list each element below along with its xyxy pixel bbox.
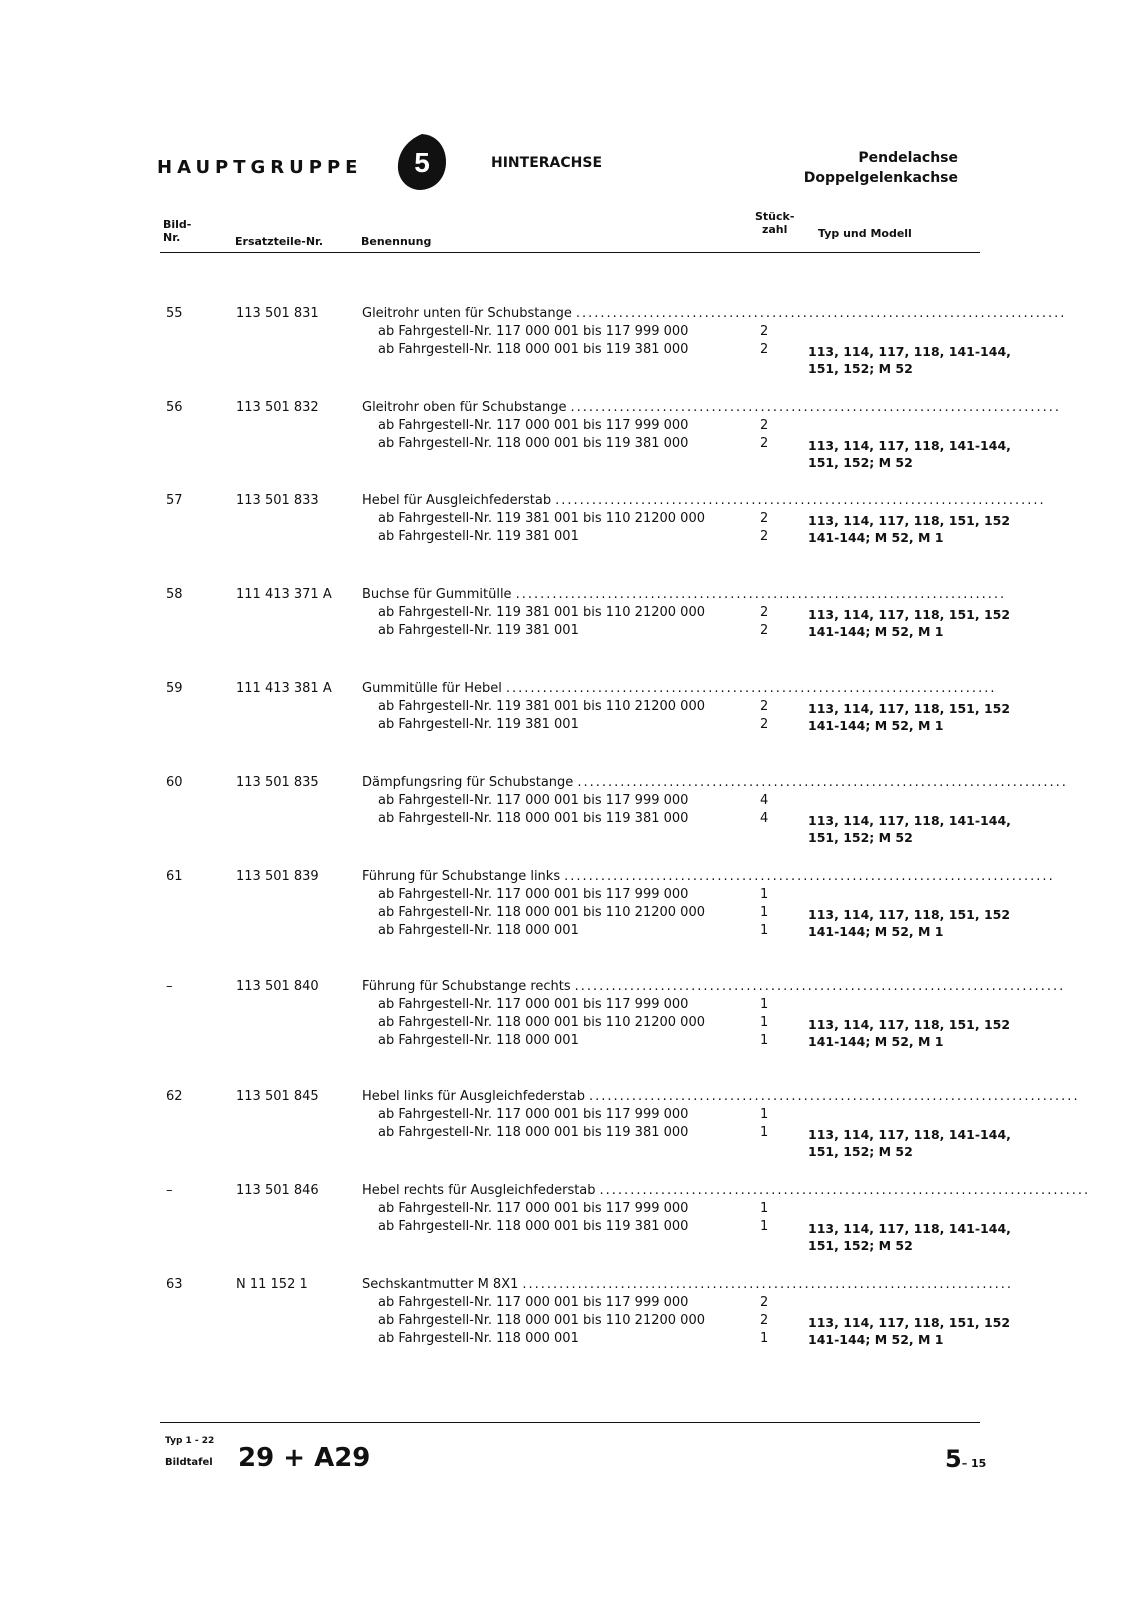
quantity: 2 [760, 1295, 769, 1310]
chassis-range: ab Fahrgestell-Nr. 119 381 001 bis 110 21200 000 [378, 511, 705, 526]
page-number-sub: – 15 [961, 1457, 987, 1470]
quantity: 1 [760, 1331, 769, 1346]
footer-bildtafel-label: Bildtafel [165, 1457, 213, 1468]
bild-nr: 58 [166, 587, 183, 602]
stueckzahl [760, 698, 768, 734]
chassis-range: ab Fahrgestell-Nr. 119 381 001 [378, 529, 579, 544]
quantity: 1 [760, 1015, 769, 1030]
part-title: Buchse für Gummitülle [362, 587, 512, 602]
ersatzteil-nr: 113 501 831 [236, 306, 319, 321]
leader-dots: ................................................................................ [522, 1277, 1013, 1292]
chassis-range: ab Fahrgestell-Nr. 118 000 001 [378, 1331, 579, 1346]
part-title: Dämpfungsring für Schubstange [362, 775, 574, 790]
footer-bildtafel-value: 29 + A29 [238, 1443, 371, 1473]
quantity: 1 [760, 1125, 769, 1140]
benennung [362, 774, 1068, 828]
stueckzahl [760, 417, 768, 453]
quantity: 2 [760, 511, 769, 526]
chassis-range: ab Fahrgestell-Nr. 117 000 001 bis 117 999 000 [378, 887, 689, 902]
quantity: 2 [760, 623, 769, 638]
axle-type-2: Doppelgelenkachse [803, 170, 958, 186]
typ-modell: 113, 114, 117, 118, 151, 152 141-144; M 52, M 1 [808, 513, 1011, 545]
quantity: 1 [760, 923, 769, 938]
column-header-bild-nr: Bild- Nr. [163, 218, 192, 244]
column-header-stueckzahl: Stück- zahl [755, 210, 795, 236]
group-label: HAUPTGRUPPE [157, 157, 363, 178]
chassis-range: ab Fahrgestell-Nr. 117 000 001 bis 117 999 000 [378, 1107, 689, 1122]
bild-nr: – [166, 979, 173, 994]
chassis-range: ab Fahrgestell-Nr. 117 000 001 bis 117 999 000 [378, 418, 689, 433]
stueckzahl [760, 886, 768, 940]
axle-type-1: Pendelachse [858, 150, 958, 166]
page-number-main: 5 [945, 1445, 962, 1473]
footer-rule [160, 1422, 980, 1423]
chassis-range: ab Fahrgestell-Nr. 119 381 001 bis 110 21200 000 [378, 699, 705, 714]
typ-modell: 113, 114, 117, 118, 141-144, 151, 152; M 52 [808, 1221, 1011, 1253]
chassis-range: ab Fahrgestell-Nr. 118 000 001 bis 110 21200 000 [378, 1015, 705, 1030]
leader-dots: ................................................................................ [599, 1183, 1091, 1198]
typ-modell: 113, 114, 117, 118, 151, 152 141-144; M 52, M 1 [808, 907, 1011, 939]
bild-nr: 57 [166, 493, 183, 508]
ersatzteil-nr: 113 501 835 [236, 775, 319, 790]
typ-modell: 113, 114, 117, 118, 151, 152 141-144; M 52, M 1 [808, 701, 1011, 733]
typ-modell: 113, 114, 117, 118, 141-144, 151, 152; M 52 [808, 1127, 1011, 1159]
chassis-range: ab Fahrgestell-Nr. 118 000 001 bis 110 21200 000 [378, 905, 705, 920]
quantity: 2 [760, 418, 769, 433]
footer-typ: Typ 1 - 22 [165, 1436, 215, 1446]
bild-nr: 55 [166, 306, 183, 321]
chassis-range: ab Fahrgestell-Nr. 117 000 001 bis 117 999 000 [378, 1295, 689, 1310]
quantity: 2 [760, 436, 769, 451]
chassis-range: ab Fahrgestell-Nr. 117 000 001 bis 117 999 000 [378, 793, 689, 808]
leader-dots: ................................................................................ [574, 979, 1066, 994]
bild-nr: 56 [166, 400, 183, 415]
column-header-benennung: Benennung [361, 235, 432, 248]
chassis-range: ab Fahrgestell-Nr. 118 000 001 [378, 923, 579, 938]
stueckzahl [760, 323, 768, 359]
quantity: 2 [760, 605, 769, 620]
quantity: 2 [760, 717, 769, 732]
part-title: Hebel rechts für Ausgleichfederstab [362, 1183, 596, 1198]
chassis-range: ab Fahrgestell-Nr. 118 000 001 bis 119 381 000 [378, 1219, 689, 1234]
quantity: 2 [760, 699, 769, 714]
stueckzahl [760, 996, 768, 1050]
leader-dots: ................................................................................ [588, 1089, 1080, 1104]
quantity: 2 [760, 342, 769, 357]
leader-dots: ................................................................................ [577, 775, 1068, 790]
chassis-range: ab Fahrgestell-Nr. 117 000 001 bis 117 999 000 [378, 997, 689, 1012]
ersatzteil-nr: 111 413 381 A [236, 681, 332, 696]
typ-modell: 113, 114, 117, 118, 151, 152 141-144; M 52, M 1 [808, 1017, 1011, 1049]
part-title: Gummitülle für Hebel [362, 681, 502, 696]
stueckzahl [760, 792, 768, 828]
bild-nr: 61 [166, 869, 183, 884]
chassis-range: ab Fahrgestell-Nr. 118 000 001 bis 110 21200 000 [378, 1313, 705, 1328]
group-number-badge [397, 133, 447, 191]
chassis-range: ab Fahrgestell-Nr. 119 381 001 [378, 623, 579, 638]
quantity: 4 [760, 811, 769, 826]
bild-nr: – [166, 1183, 173, 1198]
leader-dots: ................................................................................ [555, 493, 1046, 508]
chassis-range: ab Fahrgestell-Nr. 118 000 001 bis 119 381 000 [378, 436, 689, 451]
benennung [362, 1182, 1091, 1236]
part-title: Sechskantmutter M 8X1 [362, 1277, 519, 1292]
part-title: Gleitrohr unten für Schubstange [362, 306, 572, 321]
quantity: 2 [760, 529, 769, 544]
stueckzahl [760, 1200, 768, 1236]
stueckzahl [760, 604, 768, 640]
chassis-range: ab Fahrgestell-Nr. 118 000 001 bis 119 381 000 [378, 811, 689, 826]
chassis-range: ab Fahrgestell-Nr. 117 000 001 bis 117 999 000 [378, 324, 689, 339]
stueckzahl [760, 1106, 768, 1142]
typ-modell: 113, 114, 117, 118, 151, 152 141-144; M 52, M 1 [808, 1315, 1011, 1347]
leader-dots: ................................................................................ [570, 400, 1062, 415]
quantity: 1 [760, 1033, 769, 1048]
benennung [362, 399, 1062, 453]
header-rule [160, 252, 980, 253]
chassis-range: ab Fahrgestell-Nr. 118 000 001 bis 119 381 000 [378, 1125, 689, 1140]
bild-nr: 59 [166, 681, 183, 696]
leader-dots: ................................................................................ [564, 869, 1055, 884]
stueckzahl [760, 510, 768, 546]
quantity: 2 [760, 324, 769, 339]
column-header-ersatzteil-nr: Ersatzteile-Nr. [235, 235, 324, 248]
chassis-range: ab Fahrgestell-Nr. 118 000 001 [378, 1033, 579, 1048]
ersatzteil-nr: 113 501 845 [236, 1089, 319, 1104]
ersatzteil-nr: 113 501 846 [236, 1183, 319, 1198]
ersatzteil-nr: 113 501 839 [236, 869, 319, 884]
page-number [945, 1445, 986, 1473]
part-title: Hebel für Ausgleichfederstab [362, 493, 552, 508]
ersatzteil-nr: N 11 152 1 [236, 1277, 308, 1292]
bild-nr: 60 [166, 775, 183, 790]
benennung [362, 305, 1067, 359]
ersatzteil-nr: 111 413 371 A [236, 587, 332, 602]
group-number: 5 [414, 147, 430, 178]
typ-modell: 113, 114, 117, 118, 151, 152 141-144; M 52, M 1 [808, 607, 1011, 639]
quantity: 4 [760, 793, 769, 808]
ersatzteil-nr: 113 501 840 [236, 979, 319, 994]
part-title: Hebel links für Ausgleichfederstab [362, 1089, 585, 1104]
column-header-typ-modell: Typ und Modell [818, 227, 912, 240]
quantity: 1 [760, 997, 769, 1012]
part-title: Gleitrohr oben für Schubstange [362, 400, 567, 415]
group-name: HINTERACHSE [491, 155, 603, 171]
chassis-range: ab Fahrgestell-Nr. 117 000 001 bis 117 999 000 [378, 1201, 689, 1216]
quantity: 1 [760, 905, 769, 920]
chassis-range: ab Fahrgestell-Nr. 118 000 001 bis 119 381 000 [378, 342, 689, 357]
typ-modell: 113, 114, 117, 118, 141-144, 151, 152; M 52 [808, 813, 1011, 845]
part-title: Führung für Schubstange links [362, 869, 561, 884]
bild-nr: 62 [166, 1089, 183, 1104]
chassis-range: ab Fahrgestell-Nr. 119 381 001 [378, 717, 579, 732]
stueckzahl [760, 1294, 768, 1348]
quantity: 2 [760, 1313, 769, 1328]
ersatzteil-nr: 113 501 833 [236, 493, 319, 508]
part-title: Führung für Schubstange rechts [362, 979, 571, 994]
quantity: 1 [760, 1107, 769, 1122]
typ-modell: 113, 114, 117, 118, 141-144, 151, 152; M 52 [808, 438, 1011, 470]
quantity: 1 [760, 1219, 769, 1234]
leader-dots: ................................................................................ [575, 306, 1067, 321]
chassis-range: ab Fahrgestell-Nr. 119 381 001 bis 110 21200 000 [378, 605, 705, 620]
bild-nr: 63 [166, 1277, 183, 1292]
benennung [362, 1088, 1080, 1142]
quantity: 1 [760, 1201, 769, 1216]
leader-dots: ................................................................................ [505, 681, 997, 696]
quantity: 1 [760, 887, 769, 902]
leader-dots: ................................................................................ [515, 587, 1007, 602]
ersatzteil-nr: 113 501 832 [236, 400, 319, 415]
typ-modell: 113, 114, 117, 118, 141-144, 151, 152; M 52 [808, 344, 1011, 376]
